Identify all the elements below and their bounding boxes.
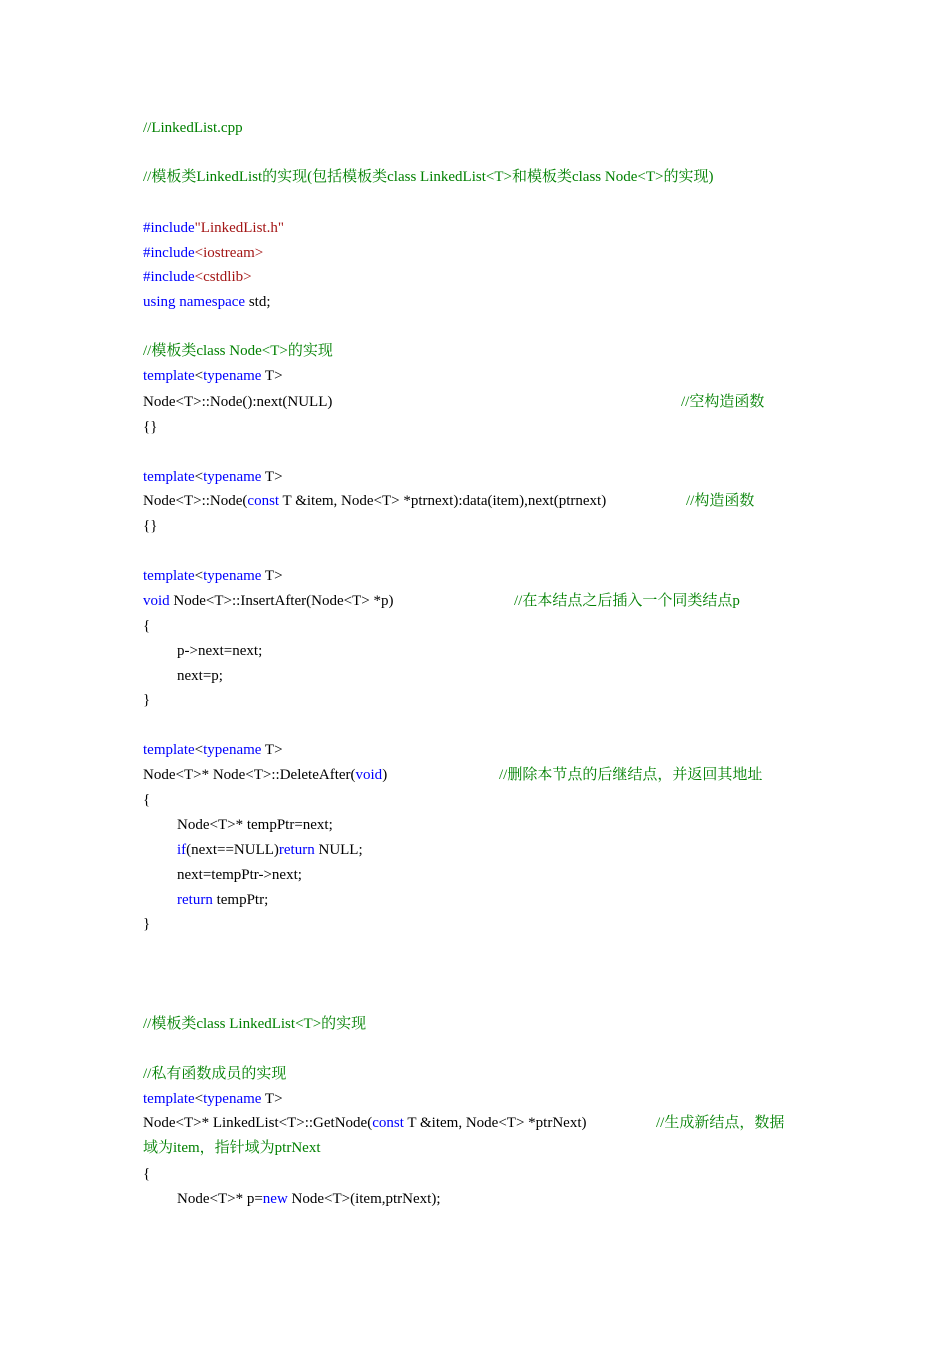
code-text: std; — [245, 294, 271, 310]
code-keyword: template — [143, 568, 195, 584]
code-text: Node<T>* tempPtr=next; — [177, 817, 333, 833]
code-text: < — [194, 742, 204, 758]
code-text: {} — [143, 419, 158, 435]
code-string: "LinkedList.h" — [194, 220, 284, 236]
code-line — [143, 167, 713, 187]
code-line — [143, 218, 284, 238]
code-keyword: typename — [203, 742, 262, 758]
code-line — [143, 740, 283, 760]
code-line — [143, 417, 157, 437]
code-text: tempPtr; — [212, 892, 269, 908]
code-comment: 域为item，指针域为ptrNext — [143, 1140, 321, 1156]
code-line — [177, 1189, 441, 1209]
code-line — [143, 914, 150, 934]
code-comment: //LinkedList.cpp — [143, 120, 243, 136]
code-line — [143, 467, 283, 487]
code-line — [177, 890, 268, 910]
code-text: Node<T>(item,ptrNext); — [287, 1191, 441, 1207]
code-line — [143, 1064, 286, 1084]
code-comment: //模板类class LinkedList<T>的实现 — [143, 1016, 367, 1032]
code-keyword: template — [143, 742, 195, 758]
code-line — [143, 1164, 150, 1184]
code-text: < — [194, 368, 204, 384]
code-keyword: const — [247, 493, 280, 509]
code-string: <cstdlib> — [194, 269, 252, 285]
code-keyword: template — [143, 469, 195, 485]
code-text: {} — [143, 518, 158, 534]
code-text: T> — [261, 469, 283, 485]
code-keyword: #include — [143, 269, 195, 285]
code-line — [143, 690, 150, 710]
code-keyword: #include — [143, 245, 195, 261]
code-line — [143, 1089, 283, 1109]
code-text: p->next=next; — [177, 643, 263, 659]
code-keyword: return — [177, 892, 213, 908]
code-keyword: using — [143, 294, 176, 310]
inline-comment: //删除本节点的后继结点，并返回其地址 — [499, 767, 763, 783]
code-text: Node<T>::InsertAfter(Node<T> *p) — [169, 593, 394, 609]
code-line — [177, 865, 302, 885]
code-text: Node<T>* Node<T>::DeleteAfter( — [143, 767, 356, 783]
code-line — [177, 641, 262, 661]
code-line — [143, 366, 283, 386]
code-string: <iostream> — [194, 245, 264, 261]
code-text: Node<T>::Node( — [143, 493, 248, 509]
code-text: T> — [261, 568, 283, 584]
code-line — [143, 243, 263, 263]
code-line — [143, 616, 150, 636]
code-text: { — [143, 1166, 151, 1182]
code-keyword: namespace — [179, 294, 246, 310]
code-keyword: typename — [203, 469, 262, 485]
code-line — [143, 392, 332, 412]
code-line — [177, 840, 363, 860]
code-keyword: if — [177, 842, 187, 858]
code-line — [143, 790, 150, 810]
code-text: } — [143, 916, 151, 932]
code-text: Node<T>::Node():next(NULL) — [143, 394, 333, 410]
inline-comment: //在本结点之后插入一个同类结点p — [514, 593, 740, 609]
code-line — [143, 1113, 586, 1133]
code-line — [143, 1138, 320, 1158]
code-keyword: typename — [203, 368, 262, 384]
code-line — [143, 292, 271, 312]
code-line — [143, 118, 243, 138]
inline-comment: //构造函数 — [686, 493, 755, 509]
code-keyword: #include — [143, 220, 195, 236]
code-keyword: const — [372, 1115, 404, 1131]
inline-comment: //生成新结点，数据 — [656, 1115, 785, 1131]
code-keyword: return — [278, 842, 315, 858]
code-text: T> — [261, 1091, 283, 1107]
code-text: { — [143, 792, 151, 808]
code-line — [143, 341, 333, 361]
code-text: (next==NULL) — [186, 842, 279, 858]
code-keyword: typename — [203, 568, 262, 584]
code-line — [143, 566, 283, 586]
code-text: < — [194, 469, 204, 485]
code-line — [177, 815, 333, 835]
code-line — [143, 267, 252, 287]
code-line — [143, 1014, 366, 1034]
code-text: } — [143, 692, 151, 708]
code-text: next=tempPtr->next; — [177, 867, 302, 883]
code-keyword: new — [262, 1191, 288, 1207]
code-text: T &item, Node<T> *ptrnext):data(item),next(ptrnext) — [279, 493, 607, 509]
code-line — [177, 666, 223, 686]
code-line — [143, 491, 606, 511]
code-text: < — [194, 568, 204, 584]
code-text: NULL; — [314, 842, 363, 858]
code-comment: //模板类class Node<T>的实现 — [143, 343, 333, 359]
inline-comment: //空构造函数 — [681, 394, 765, 410]
code-text: T> — [261, 368, 283, 384]
code-text: { — [143, 618, 151, 634]
code-line — [143, 591, 393, 611]
code-text: ) — [382, 767, 388, 783]
code-comment: //模板类LinkedList的实现(包括模板类class LinkedList<T>和模板类class Node<T>的实现) — [143, 169, 714, 185]
code-line — [143, 516, 157, 536]
code-text: next=p; — [177, 668, 223, 684]
code-keyword: template — [143, 1091, 195, 1107]
code-text: T &item, Node<T> *ptrNext) — [403, 1115, 587, 1131]
code-line — [143, 765, 387, 785]
code-keyword: void — [143, 593, 170, 609]
code-comment: //私有函数成员的实现 — [143, 1066, 287, 1082]
code-text: T> — [261, 742, 283, 758]
code-text: Node<T>* p= — [177, 1191, 263, 1207]
code-keyword: typename — [203, 1091, 262, 1107]
code-keyword: template — [143, 368, 195, 384]
code-text: < — [194, 1091, 204, 1107]
code-text: Node<T>* LinkedList<T>::GetNode( — [143, 1115, 373, 1131]
code-keyword: void — [355, 767, 383, 783]
